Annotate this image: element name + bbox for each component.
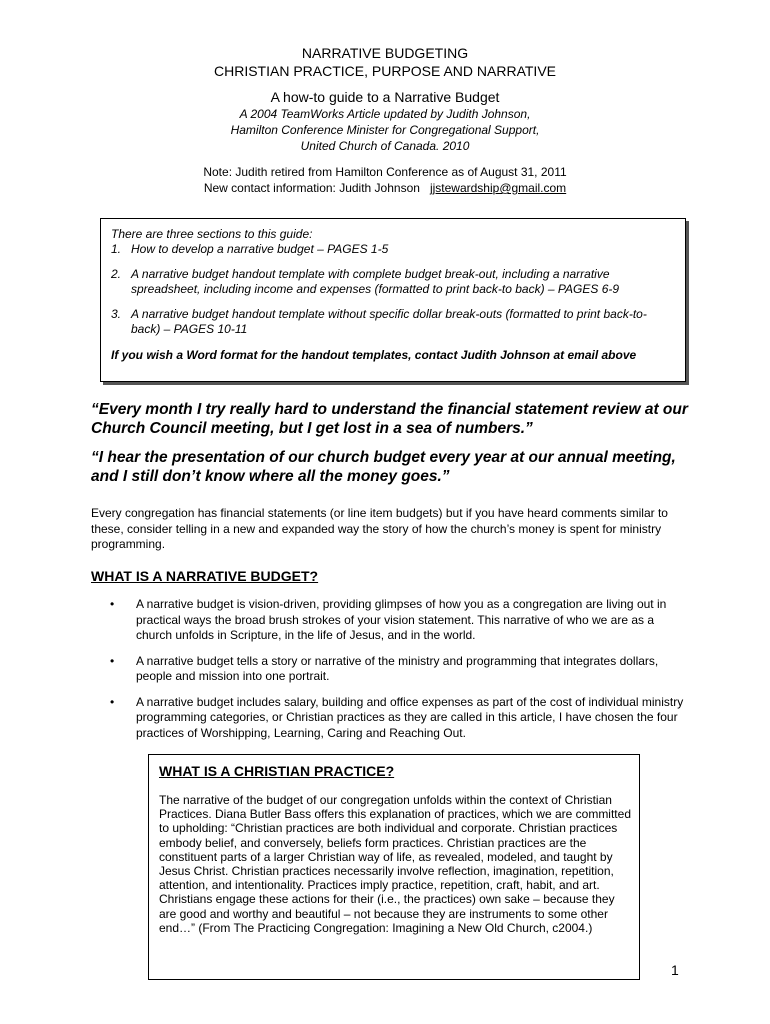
section-text: A narrative budget handout template without specific dollar break-outs (formatted to print back-to-back) – PAGES 10-11: [131, 307, 647, 336]
section-number: 1.: [111, 242, 122, 256]
word-format-note: If you wish a Word format for the handout templates, contact Judith Johnson at email above: [111, 348, 637, 362]
guide-subtitle: A how-to guide to a Narrative Budget: [270, 89, 500, 105]
quote-budget-presentation: “I hear the presentation of our church budget every year at our annual meeting, and I still don’t know where all the money goes.”: [91, 449, 676, 485]
bullet-icon: •: [110, 597, 115, 611]
title-line-2: CHRISTIAN PRACTICE, PURPOSE AND NARRATIVE: [213, 63, 556, 79]
section-item: [111, 242, 675, 257]
christian-practice-box: [148, 754, 640, 980]
note-line-1: Note: Judith retired from Hamilton Conference as of August 31, 2011: [203, 165, 567, 179]
sections-intro: There are three sections to this guide:: [111, 227, 313, 241]
bullet-text: A narrative budget includes salary, building and office expenses as part of the cost of individual ministry programming categories, or Christian practices as they are called in this article, I have chosen the four practices of Worshipping, Learning, Caring and Reaching Out.: [136, 694, 684, 740]
contact-info-label: New contact information: Judith Johnson: [203, 181, 420, 195]
list-item: [110, 695, 690, 742]
christian-practice-heading: WHAT IS A CHRISTIAN PRACTICE?: [159, 763, 395, 779]
quote-financial-statement: “Every month I try really hard to understand the financial statement review at our Church Council meeting, but I get lost in a sea of numbers.”: [91, 401, 688, 437]
intro-paragraph: Every congregation has financial statements (or line item budgets) but if you have heard comments similar to these, consider telling in a new and expanded way the story of how the church’s money is spent for ministry programming.: [91, 506, 668, 551]
bullet-icon: •: [110, 694, 115, 709]
bullet-text: A narrative budget tells a story or narrative of the ministry and programming that integrates dollars, people and mission into one portrait.: [136, 653, 659, 683]
guide-sections-box: [100, 218, 686, 382]
article-info-line-1: A 2004 TeamWorks Article updated by Judith Johnson,: [239, 107, 531, 121]
narrative-budget-bullet-list: [110, 597, 690, 751]
section-text: A narrative budget handout template with complete budget break-out, including a narrative spreadsheet, including income and expenses (formatted to print back-to back) – PAGES 6-9: [131, 267, 620, 296]
list-item: [110, 597, 690, 644]
article-info-line-2: Hamilton Conference Minister for Congregational Support,: [230, 123, 540, 137]
section-number: 3.: [111, 307, 122, 321]
bullet-icon: •: [110, 653, 115, 668]
retirement-note: [90, 164, 680, 196]
christian-practice-body: The narrative of the budget of our congregation unfolds within the context of Christian Practices. Diana Butler Bass offers this explanation of practices, which we are committed to upholding: “Christian practices are both individual and corporate. Christian practices embody belief, and conversely, beliefs form practices. Christian practices are the constituent parts of a larger Christian way of life, as revealed, modeled, and taught by Jesus Christ. Christian practices necessarily involve reflection, imagination, repetition, attention, and intentionality. Practices imply practice, repetition, craft, habit, and art. Christians engage these actions for their (i.e., the practices) own sake – because they are good and worthy and beautiful – not because they are instruments to some other end…” (From The Practicing Congregation: Imagining a New Old Church, c2004.): [159, 793, 631, 935]
article-info-line-3: United Church of Canada. 2010: [300, 139, 470, 153]
page-number: 1: [671, 962, 679, 978]
section-item: [111, 267, 675, 297]
contact-email-link[interactable]: jjstewardship@gmail.com: [429, 181, 567, 195]
document-header: [90, 44, 680, 196]
section-number: 2.: [111, 267, 122, 281]
list-item: [110, 654, 690, 685]
section-text: How to develop a narrative budget – PAGES 1-5: [131, 242, 389, 256]
bullet-text: A narrative budget is vision-driven, providing glimpses of how you as a congregation are living out in practical ways the broad brush strokes of your vision statement. This narrative of who we are as a church unfolds in Scripture, in the life of Jesus, and in the world.: [136, 597, 667, 642]
section-item: [111, 307, 675, 337]
title-line-1: NARRATIVE BUDGETING: [301, 45, 469, 61]
note-line-2: [90, 180, 680, 196]
narrative-budget-heading: WHAT IS A NARRATIVE BUDGET?: [91, 568, 319, 584]
